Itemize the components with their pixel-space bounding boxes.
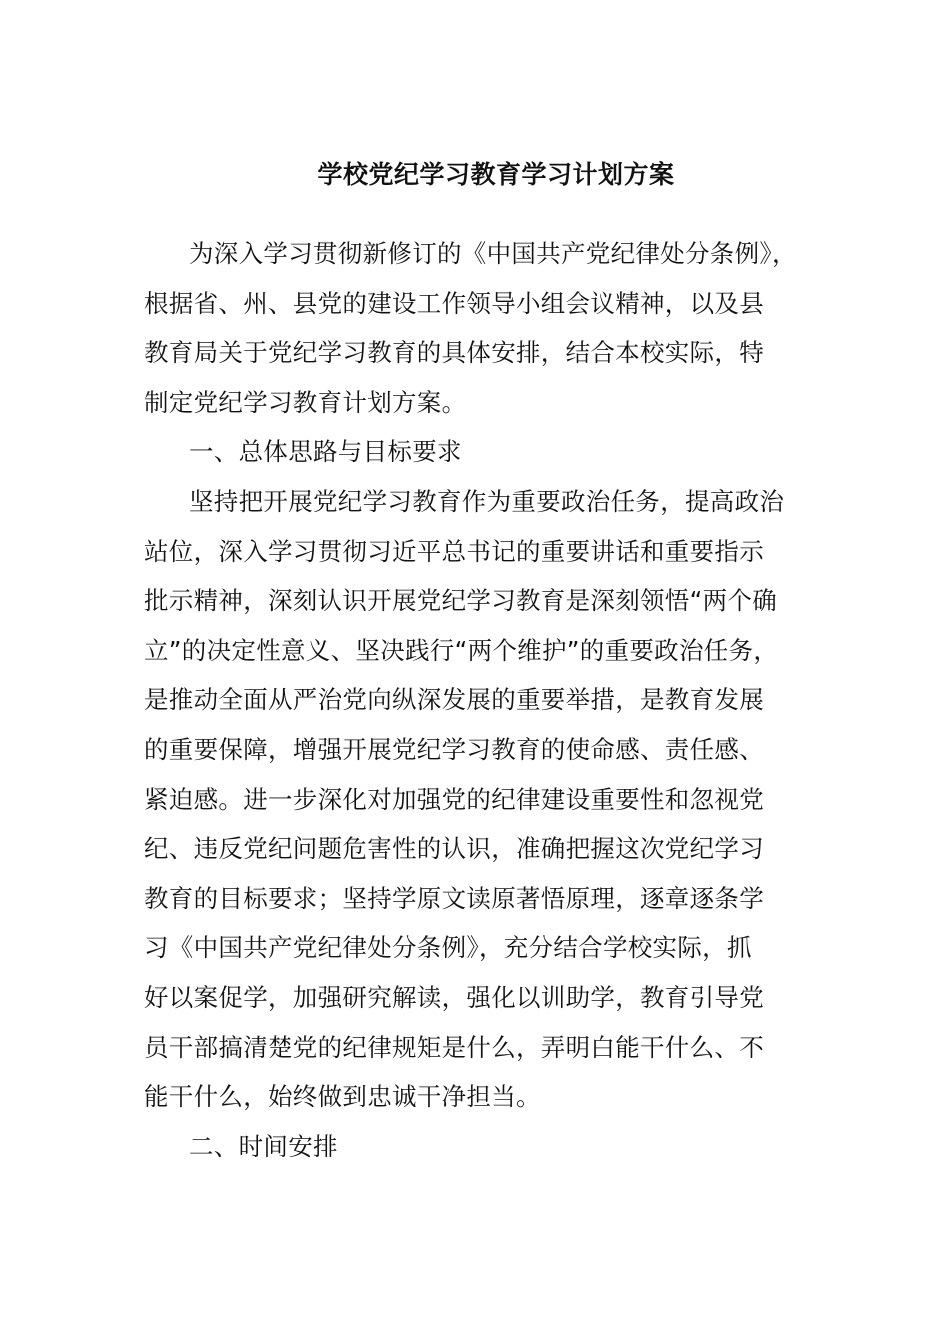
intro-line: 根据省、州、县党的建设工作领导小组会议精神，以及县 xyxy=(144,288,764,318)
section-1-line: 是推动全面从严治党向纵深发展的重要举措，是教育发展 xyxy=(144,685,764,715)
section-1-line: 立”的决定性意义、坚决践行“两个维护”的重要政治任务， xyxy=(144,635,779,665)
section-1-line: 的重要保障，增强开展党纪学习教育的使命感、责任感、 xyxy=(144,734,764,764)
section-1-line: 习《中国共产党纪律处分条例》，充分结合学校实际，抓 xyxy=(144,933,752,963)
section-1-line: 批示精神，深刻认识开展党纪学习教育是深刻领悟“两个确 xyxy=(144,586,777,616)
section-heading-1: 一、总体思路与目标要求 xyxy=(189,437,462,467)
section-1-line: 员干部搞清楚党的纪律规矩是什么，弄明白能干什么、不 xyxy=(144,1032,764,1062)
section-1-line: 紧迫感。进一步深化对加强党的纪律建设重要性和忽视党 xyxy=(144,784,764,814)
intro-line: 为深入学习贯彻新修订的《中国共产党纪律处分条例》， xyxy=(189,239,797,268)
document-body xyxy=(144,229,834,1171)
section-1-line: 站位，深入学习贯彻习近平总书记的重要讲话和重要指示 xyxy=(144,536,764,566)
document-title: 学校党纪学习教育学习计划方案 xyxy=(317,160,675,189)
section-1-line: 教育的目标要求；坚持学原文读原著悟原理，逐章逐条学 xyxy=(144,883,764,913)
section-1-line: 能干什么，始终做到忠诚干净担当。 xyxy=(144,1082,541,1112)
section-1-paragraph xyxy=(144,477,834,1122)
intro-line: 教育局关于党纪学习教育的具体安排，结合本校实际，特 xyxy=(144,338,764,368)
section-1-line: 纪、违反党纪问题危害性的认识，准确把握这次党纪学习 xyxy=(144,834,764,864)
section-1-line: 好以案促学，加强研究解读，强化以训助学，教育引导党 xyxy=(144,982,764,1012)
intro-line: 制定党纪学习教育计划方案。 xyxy=(144,387,467,417)
intro-paragraph xyxy=(144,229,834,427)
section-1-line: 坚持把开展党纪学习教育作为重要政治任务，提高政治 xyxy=(189,486,785,516)
section-heading-2: 二、时间安排 xyxy=(189,1131,338,1161)
